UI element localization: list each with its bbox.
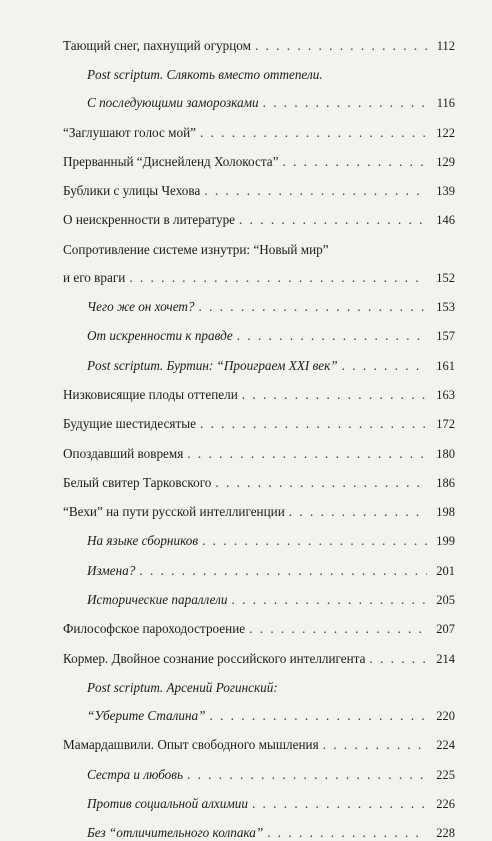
toc-entry — [63, 592, 455, 608]
toc-page-number: 186 — [436, 475, 455, 490]
toc-page-number: 139 — [436, 184, 455, 199]
toc-leader-dots — [187, 767, 427, 783]
toc-entry-title: Прерванный “Диснейленд Холокоста” — [63, 153, 279, 169]
toc-entry-title: Исторические параллели — [87, 592, 228, 608]
toc-leader-dots — [267, 825, 427, 841]
toc-leader-dots — [129, 270, 427, 286]
toc-entry — [63, 38, 455, 54]
toc-leader-dots — [139, 563, 427, 579]
toc-entry — [63, 95, 455, 111]
toc-entry — [63, 533, 455, 549]
toc-entry — [63, 621, 455, 637]
toc-leader-dots — [369, 651, 427, 667]
toc-entry-title: На языке сборников — [87, 533, 199, 549]
toc-leader-dots — [200, 125, 427, 141]
toc-page-number: 122 — [436, 125, 455, 140]
toc-entry — [63, 446, 455, 462]
toc-entry-title: Измена? — [87, 562, 136, 578]
toc-leader-dots — [204, 183, 427, 199]
toc-page-number: 214 — [436, 651, 455, 666]
toc-entry — [63, 416, 455, 432]
toc-entry — [63, 737, 455, 753]
toc-entry-title: Мамардашвили. Опыт свободного мышления — [63, 737, 319, 753]
toc-entry — [63, 299, 455, 315]
toc-page-number: 146 — [436, 213, 455, 228]
toc-entry — [63, 270, 455, 286]
toc-page-number: 116 — [436, 96, 455, 111]
toc-entry-title: Бублики с улицы Чехова — [63, 183, 201, 199]
toc-page-number: 163 — [436, 387, 455, 402]
toc-entry — [63, 563, 455, 579]
toc-entry-title: и его враги — [63, 269, 126, 285]
toc-leader-dots — [209, 708, 427, 724]
toc-page-number: 225 — [436, 767, 455, 782]
toc-page-number: 228 — [436, 826, 455, 841]
toc-page-number: 129 — [436, 154, 455, 169]
toc-entry — [63, 242, 455, 258]
toc-entry-title: “Заглушают голос мой” — [63, 124, 196, 140]
toc-leader-dots — [199, 299, 427, 315]
toc-leader-dots — [263, 95, 427, 111]
toc-page-number: 180 — [436, 446, 455, 461]
toc-page-number: 226 — [436, 796, 455, 811]
toc-entry-title: Post scriptum. Слякоть вместо оттепели. — [87, 67, 323, 83]
toc-leader-dots — [239, 212, 427, 228]
toc-page-number: 224 — [436, 738, 455, 753]
toc-entry — [63, 504, 455, 520]
toc-leader-dots — [289, 504, 427, 520]
toc-page-number: 201 — [436, 563, 455, 578]
toc-page-number: 198 — [436, 505, 455, 520]
toc-leader-dots — [323, 737, 427, 753]
toc-entry — [63, 67, 455, 83]
toc-entry-title: “Вехи” на пути русской интеллигенции — [63, 504, 285, 520]
toc-entry-title: “Уберите Сталина” — [87, 707, 206, 723]
toc-page-number: 220 — [436, 708, 455, 723]
toc-entry-title: Белый свитер Тарковского — [63, 474, 212, 490]
toc-entry — [63, 154, 455, 170]
toc-entry-title: Тающий снег, пахнущий огурцом — [63, 38, 251, 53]
toc-entry — [63, 183, 455, 199]
toc-entry — [63, 387, 455, 403]
toc-page-number: 157 — [436, 329, 455, 344]
toc-entry-title: Низковисящие плоды оттепели — [63, 386, 238, 402]
toc-entry-title: Будущие шестидесятые — [63, 416, 196, 432]
toc-entry-title: Опоздавший вовремя — [63, 445, 184, 461]
toc-entry-title: Чего же он хочет? — [87, 299, 195, 315]
toc-entry-title: От искренности к правде — [87, 328, 233, 344]
toc-leader-dots — [232, 592, 428, 608]
toc-entry-title: Сопротивление системе изнутри: “Новый мир” — [63, 241, 329, 257]
toc-leader-dots — [202, 533, 427, 549]
toc-entry — [63, 825, 455, 841]
toc-page-number: 161 — [436, 358, 455, 373]
toc-leader-dots — [342, 358, 427, 374]
toc-leader-dots — [187, 446, 427, 462]
toc-entry-title: Философское пароходостроение — [63, 621, 246, 637]
toc-entry — [63, 796, 455, 812]
toc-leader-dots — [252, 796, 427, 812]
toc-entry-title: Против социальной алхимии — [87, 795, 248, 811]
toc-page-number: 199 — [436, 534, 455, 549]
toc-page-number: 205 — [436, 593, 455, 608]
toc-entry — [63, 708, 455, 724]
toc-entry — [63, 358, 455, 374]
toc-page-number: 172 — [436, 417, 455, 432]
toc-leader-dots — [255, 38, 427, 54]
toc-entry-title: О неискренности в литературе — [63, 212, 236, 228]
toc-entry-title: Post scriptum. Буртин: “Проиграем XXI век” — [87, 357, 338, 373]
toc-entry — [63, 328, 455, 344]
toc-leader-dots — [237, 328, 427, 344]
toc-leader-dots — [215, 475, 427, 491]
toc-entry-title: С последующими заморозками — [87, 95, 259, 111]
toc-leader-dots — [242, 387, 427, 403]
toc-entry-title: Кормер. Двойное сознание российского интеллигента — [63, 650, 366, 666]
toc-entry — [63, 767, 455, 783]
toc-page-number: 112 — [436, 39, 455, 53]
toc-entry-title: Сестра и любовь — [87, 766, 183, 782]
toc-entry — [63, 651, 455, 667]
toc-entry-title: Post scriptum. Арсений Рогинский: — [87, 679, 278, 695]
toc-entry — [63, 680, 455, 696]
toc-entry-title: Без “отличительного колпака” — [87, 825, 264, 841]
toc-page-number: 207 — [436, 622, 455, 637]
table-of-contents — [63, 38, 455, 841]
toc-page-number: 152 — [436, 270, 455, 285]
toc-entry — [63, 125, 455, 141]
toc-leader-dots — [249, 621, 427, 637]
toc-leader-dots — [200, 416, 427, 432]
toc-entry — [63, 475, 455, 491]
toc-entry — [63, 212, 455, 228]
toc-leader-dots — [282, 154, 427, 170]
toc-page-number: 153 — [436, 300, 455, 315]
